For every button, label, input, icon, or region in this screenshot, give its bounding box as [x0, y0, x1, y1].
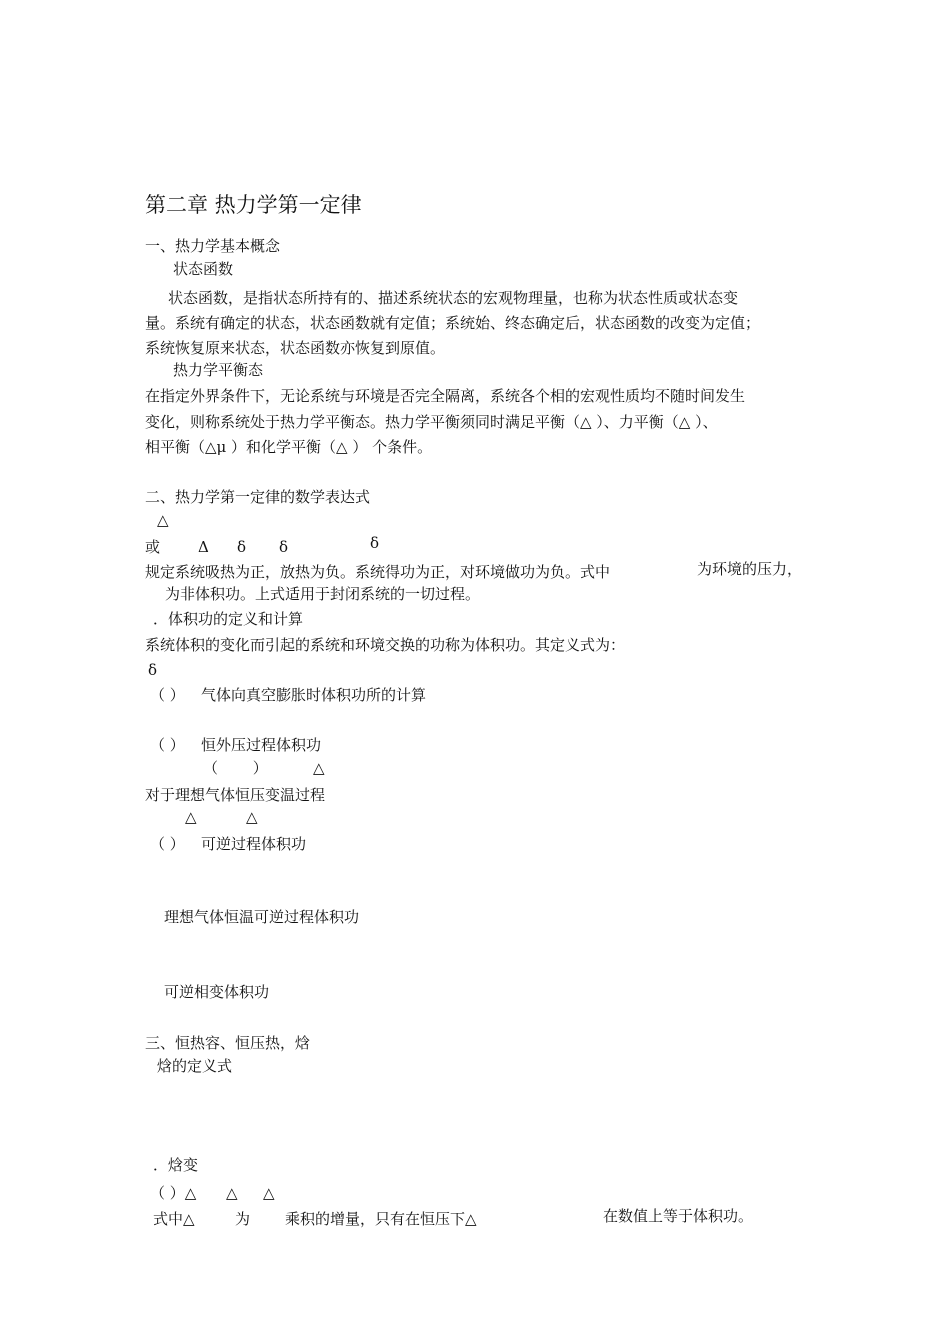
paragraph-2-line-3: 相平衡（△μ ）和化学平衡（△ ） 个条件。 [145, 438, 433, 456]
isothermal-heading: 理想气体恒温可逆过程体积功 [164, 908, 360, 926]
paragraph-3-part-2: 为环境的压力， [697, 560, 803, 578]
definition-delta: δ [148, 661, 158, 679]
equation-symbol-4: δ [370, 534, 380, 552]
paragraph-2-line-1: 在指定外界条件下，无论系统与环境是否完全隔离，系统各个相的宏观性质均不随时间发生 [145, 387, 746, 405]
item-1-text: 气体向真空膨胀时体积功所的计算 [201, 686, 427, 704]
paragraph-1-line-1: 状态函数，是指状态所持有的、描述系统状态的宏观物理量，也称为状态性质或状态变 [168, 289, 739, 307]
section-3-heading: 三、恒热容、恒压热，焓 [145, 1034, 311, 1052]
last-line-part-2: 为 [235, 1210, 251, 1228]
paragraph-3-part-1: 规定系统吸热为正，放热为负。系统得功为正，对环境做功为负。式中 [145, 563, 611, 581]
ideal-gas-delta-2: △ [246, 808, 258, 826]
subheading-volume-work: ．体积功的定义和计算 [153, 610, 304, 628]
item-1-number: （ ） [150, 686, 185, 704]
item-2-number: （ ） [150, 736, 185, 754]
ideal-gas-heading: 对于理想气体恒压变温过程 [145, 786, 326, 804]
last-line-part-1: 式中△ [153, 1210, 195, 1228]
item-2-equation-delta: △ [313, 759, 325, 777]
last-line-part-3: 乘积的增量，只有在恒压下△ [285, 1210, 477, 1228]
paragraph-1-line-3: 系统恢复原来状态，状态函数亦恢复到原值。 [145, 339, 446, 357]
equation-symbol-1: Δ [198, 538, 209, 556]
equation-symbol-3: δ [279, 538, 289, 556]
paragraph-4: 系统体积的变化而引起的系统和环境交换的功称为体积功。其定义式为： [145, 636, 626, 654]
section-2-heading: 二、热力学第一定律的数学表达式 [145, 488, 371, 506]
ideal-gas-delta-1: △ [185, 808, 197, 826]
subheading-equilibrium: 热力学平衡态 [173, 361, 264, 379]
subheading-enthalpy-change: ．焓变 [153, 1156, 199, 1174]
item-2-equation-paren: （ ） [203, 759, 268, 777]
equation-symbol-2: δ [237, 538, 247, 556]
item-2-text: 恒外压过程体积功 [201, 736, 322, 754]
phase-change-heading: 可逆相变体积功 [164, 983, 270, 1001]
equation-delta: △ [157, 511, 169, 529]
subheading-enthalpy-definition: 焓的定义式 [157, 1057, 233, 1075]
paragraph-2-line-2: 变化，则称系统处于热力学平衡态。热力学平衡须同时满足平衡（△ ）、力平衡（△ ）、 [145, 413, 718, 431]
enthalpy-number-delta: （ ）△ [150, 1184, 197, 1202]
item-3-number: （ ） [150, 835, 185, 853]
section-1-heading: 一、热力学基本概念 [145, 237, 281, 255]
paragraph-3-line-2: 为非体积功。上式适用于封闭系统的一切过程。 [165, 585, 481, 603]
last-line-part-4: 在数值上等于体积功。 [603, 1207, 754, 1225]
paragraph-1-line-2: 量。系统有确定的状态，状态函数就有定值；系统始、终态确定后，状态函数的改变为定值； [145, 314, 761, 332]
item-3-text: 可逆过程体积功 [201, 835, 307, 853]
enthalpy-delta-2: △ [226, 1184, 238, 1202]
chapter-title: 第二章 热力学第一定律 [145, 193, 362, 217]
equation-or: 或 [145, 538, 161, 556]
enthalpy-delta-3: △ [263, 1184, 275, 1202]
subheading-state-function: 状态函数 [173, 260, 234, 278]
